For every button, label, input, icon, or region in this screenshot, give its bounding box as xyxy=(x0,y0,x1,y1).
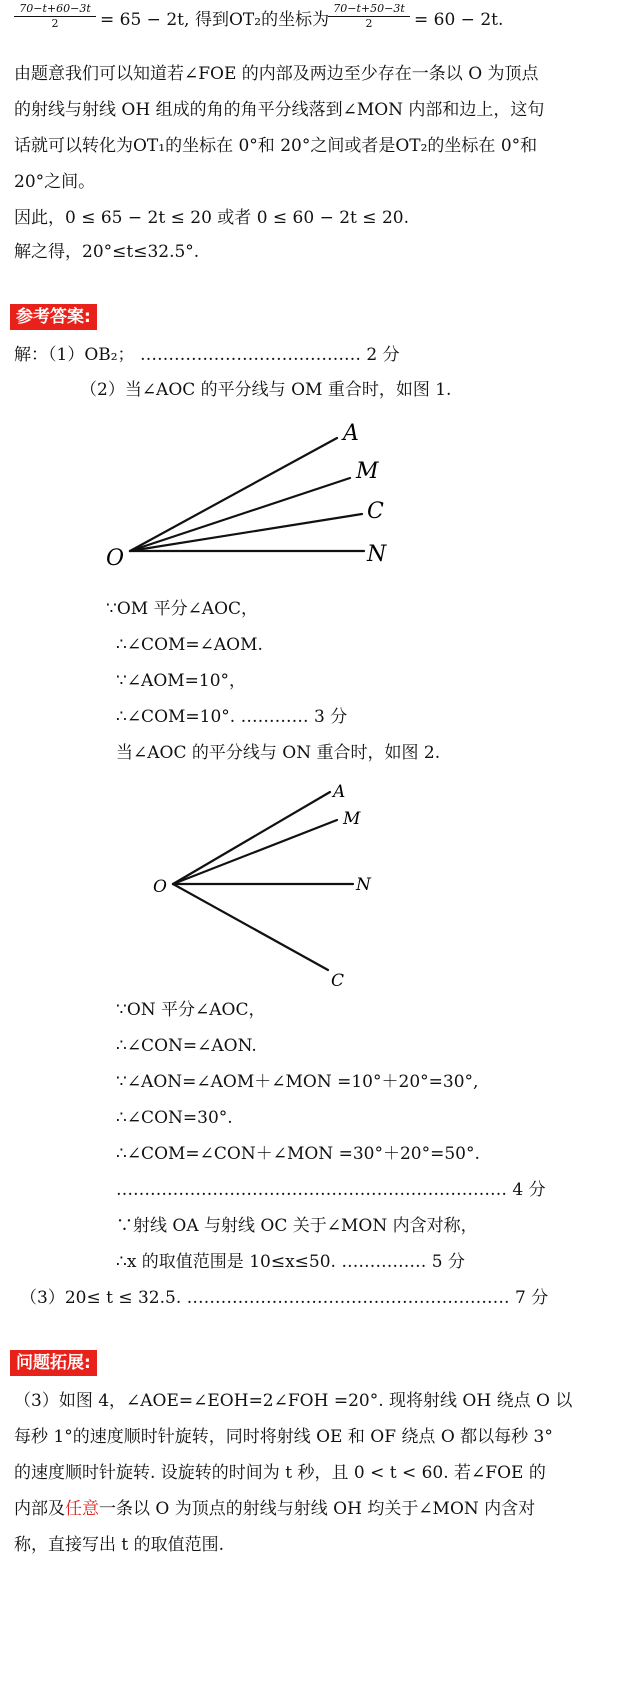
label-o: O xyxy=(106,546,125,571)
label-a: A xyxy=(333,782,346,802)
fraction-1 xyxy=(14,2,96,31)
step-2-1: ∵ON 平分∠AOC， xyxy=(116,1000,266,1020)
step-2-6: …………………………………………………………… 4 分 xyxy=(116,1180,546,1200)
intro-line-2: 的射线与射线 OH 组成的角的角平分线落到∠MON 内部和边上，这句 xyxy=(14,100,545,120)
intro-line-6: 解之得，20°≤t≤32.5°. xyxy=(14,242,200,262)
step-2-4: ∴∠CON=30°. xyxy=(116,1108,233,1128)
label-a: A xyxy=(343,421,359,446)
step-2-2: ∴∠CON=∠AON. xyxy=(116,1036,257,1056)
figure-1-diagram xyxy=(100,420,400,580)
label-n: N xyxy=(367,542,387,567)
extension-line-3: 的速度顺时针旋转. 设旋转的时间为 t 秒，且 0 < t < 60. 若∠FOE 的 xyxy=(14,1463,546,1483)
label-c: C xyxy=(367,499,384,524)
figure-2-diagram xyxy=(145,780,385,995)
label-o: O xyxy=(153,877,167,897)
ray-om xyxy=(173,820,337,884)
extension-line-4-start: 内部及 xyxy=(14,1499,65,1519)
fraction-2-denominator: 2 xyxy=(365,17,373,30)
label-m: M xyxy=(343,809,361,829)
answer-part-1: 解：（1）OB₂； ………………………………… 2 分 xyxy=(14,345,400,365)
extension-line-1: （3）如图 4，∠AOE=∠EOH=2∠FOH =20°. 现将射线 OH 绕点 O 以 xyxy=(14,1391,573,1411)
step-2-3: ∵∠AON=∠AOM＋∠MON =10°＋20°=30°, xyxy=(116,1072,479,1092)
step-1-2: ∴∠COM=∠AOM. xyxy=(116,635,263,655)
extension-line-4-end: 一条以 O 为顶点的射线与射线 OH 均关于∠MON 内含对 xyxy=(99,1499,536,1519)
fraction-1-denominator: 2 xyxy=(51,17,59,30)
label-m: M xyxy=(356,459,379,484)
step-1-3: ∵∠AOM=10°， xyxy=(116,671,247,691)
step-2-7: ∵射线 OA 与射线 OC 关于∠MON 内含对称， xyxy=(116,1216,478,1236)
label-c: C xyxy=(331,971,345,991)
fraction-2-numerator: 70−t+50−3t xyxy=(328,2,410,17)
answer-badge: 参考答案: xyxy=(10,304,97,330)
fraction-1-numerator: 70−t+60−3t xyxy=(14,2,96,17)
figure-2-rays xyxy=(173,792,353,970)
highlight-any: 任意 xyxy=(65,1499,99,1519)
step-2-5: ∴∠COM=∠CON＋∠MON =30°＋20°=50°. xyxy=(116,1144,480,1164)
extension-line-2: 每秒 1°的速度顺时针旋转，同时将射线 OE 和 OF 绕点 O 都以每秒 3° xyxy=(14,1427,553,1447)
intro-line-1: 由题意我们可以知道若∠FOE 的内部及两边至少存在一条以 O 为顶点 xyxy=(14,64,539,84)
extension-line-4 xyxy=(14,1497,535,1521)
step-1-4: ∴∠COM=10°. ………… 3 分 xyxy=(116,707,348,727)
fraction-2 xyxy=(328,2,410,31)
step-2-8: ∴x 的取值范围是 10≤x≤50. …………… 5 分 xyxy=(116,1252,465,1272)
figure-1-rays xyxy=(130,438,364,551)
extension-line-5: 称，直接写出 t 的取值范围. xyxy=(14,1535,225,1555)
intro-line-3: 话就可以转化为OT₁的坐标在 0°和 20°之间或者是OT₂的坐标在 0°和 xyxy=(14,136,538,156)
answer-part-3: （3）20≤ t ≤ 32.5. ………………………………………………… 7 分 xyxy=(20,1288,549,1308)
intro-line-5: 因此，0 ≤ 65 − 2t ≤ 20 或者 0 ≤ 60 − 2t ≤ 20. xyxy=(14,208,409,228)
answer-part-2-heading: （2）当∠AOC 的平分线与 OM 重合时，如图 1. xyxy=(80,380,452,400)
coordinate-text: 得到OT₂的坐标为 xyxy=(195,10,330,30)
equation-1: = 65 − 2t, xyxy=(100,10,190,30)
ray-oc xyxy=(173,884,328,970)
ray-om xyxy=(130,478,350,551)
label-n: N xyxy=(356,875,371,895)
step-1-5: 当∠AOC 的平分线与 ON 重合时，如图 2. xyxy=(116,743,441,763)
ray-oa xyxy=(173,792,330,884)
equation-2: = 60 − 2t. xyxy=(414,10,504,30)
intro-line-4: 20°之间。 xyxy=(14,172,96,192)
step-1-1: ∵OM 平分∠AOC， xyxy=(106,599,259,619)
extension-badge: 问题拓展: xyxy=(10,1350,97,1376)
